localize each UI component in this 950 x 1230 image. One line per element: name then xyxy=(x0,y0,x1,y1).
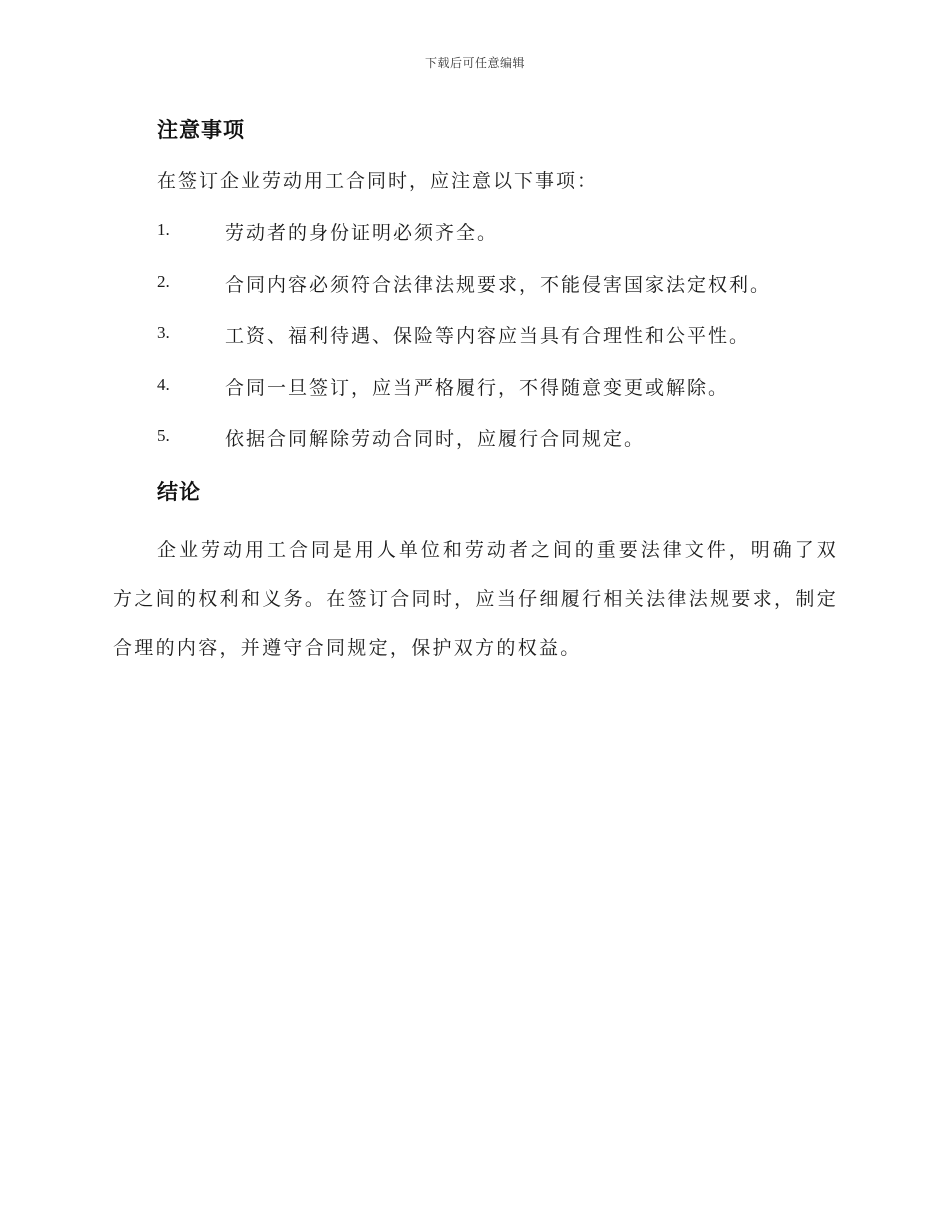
list-item-number: 1. xyxy=(157,220,170,239)
list-item xyxy=(157,270,771,322)
list-item xyxy=(157,373,771,425)
list-item-text: 合同内容必须符合法律法规要求，不能侵害国家法定权利。 xyxy=(225,273,772,296)
list-item-number: 2. xyxy=(157,271,170,291)
list-item-number: 4. xyxy=(157,374,170,394)
section-heading-conclusion: 结论 xyxy=(157,479,201,504)
notes-intro: 在签订企业劳动用工合同时，应注意以下事项： xyxy=(157,170,599,192)
notes-list xyxy=(157,218,771,476)
list-item-number: 5. xyxy=(157,426,170,445)
list-item-text: 工资、福利待遇、保险等内容应当具有合理性和公平性。 xyxy=(225,325,751,347)
list-item-text: 合同一旦签订，应当严格履行，不得随意变更或解除。 xyxy=(225,376,730,399)
list-item-number: 3. xyxy=(157,323,170,342)
page-header-note: 下载后可任意编辑 xyxy=(424,56,525,70)
list-item-text: 依据合同解除劳动合同时，应履行合同规定。 xyxy=(225,428,646,450)
list-item-text: 劳动者的身份证明必须齐全。 xyxy=(225,222,499,244)
conclusion-paragraph: 企业劳动用工合同是用人单位和劳动者之间的重要法律文件，明确了双方之间的权利和义务。在签订合同时，应当仔细履行相关法律法规要求，制定合理的内容，并遵守合同规定，保护双方的权益。 xyxy=(113,539,838,659)
list-item xyxy=(157,218,771,270)
list-item xyxy=(157,424,771,476)
list-item xyxy=(157,321,771,373)
section-heading-notes: 注意事项 xyxy=(157,117,245,142)
